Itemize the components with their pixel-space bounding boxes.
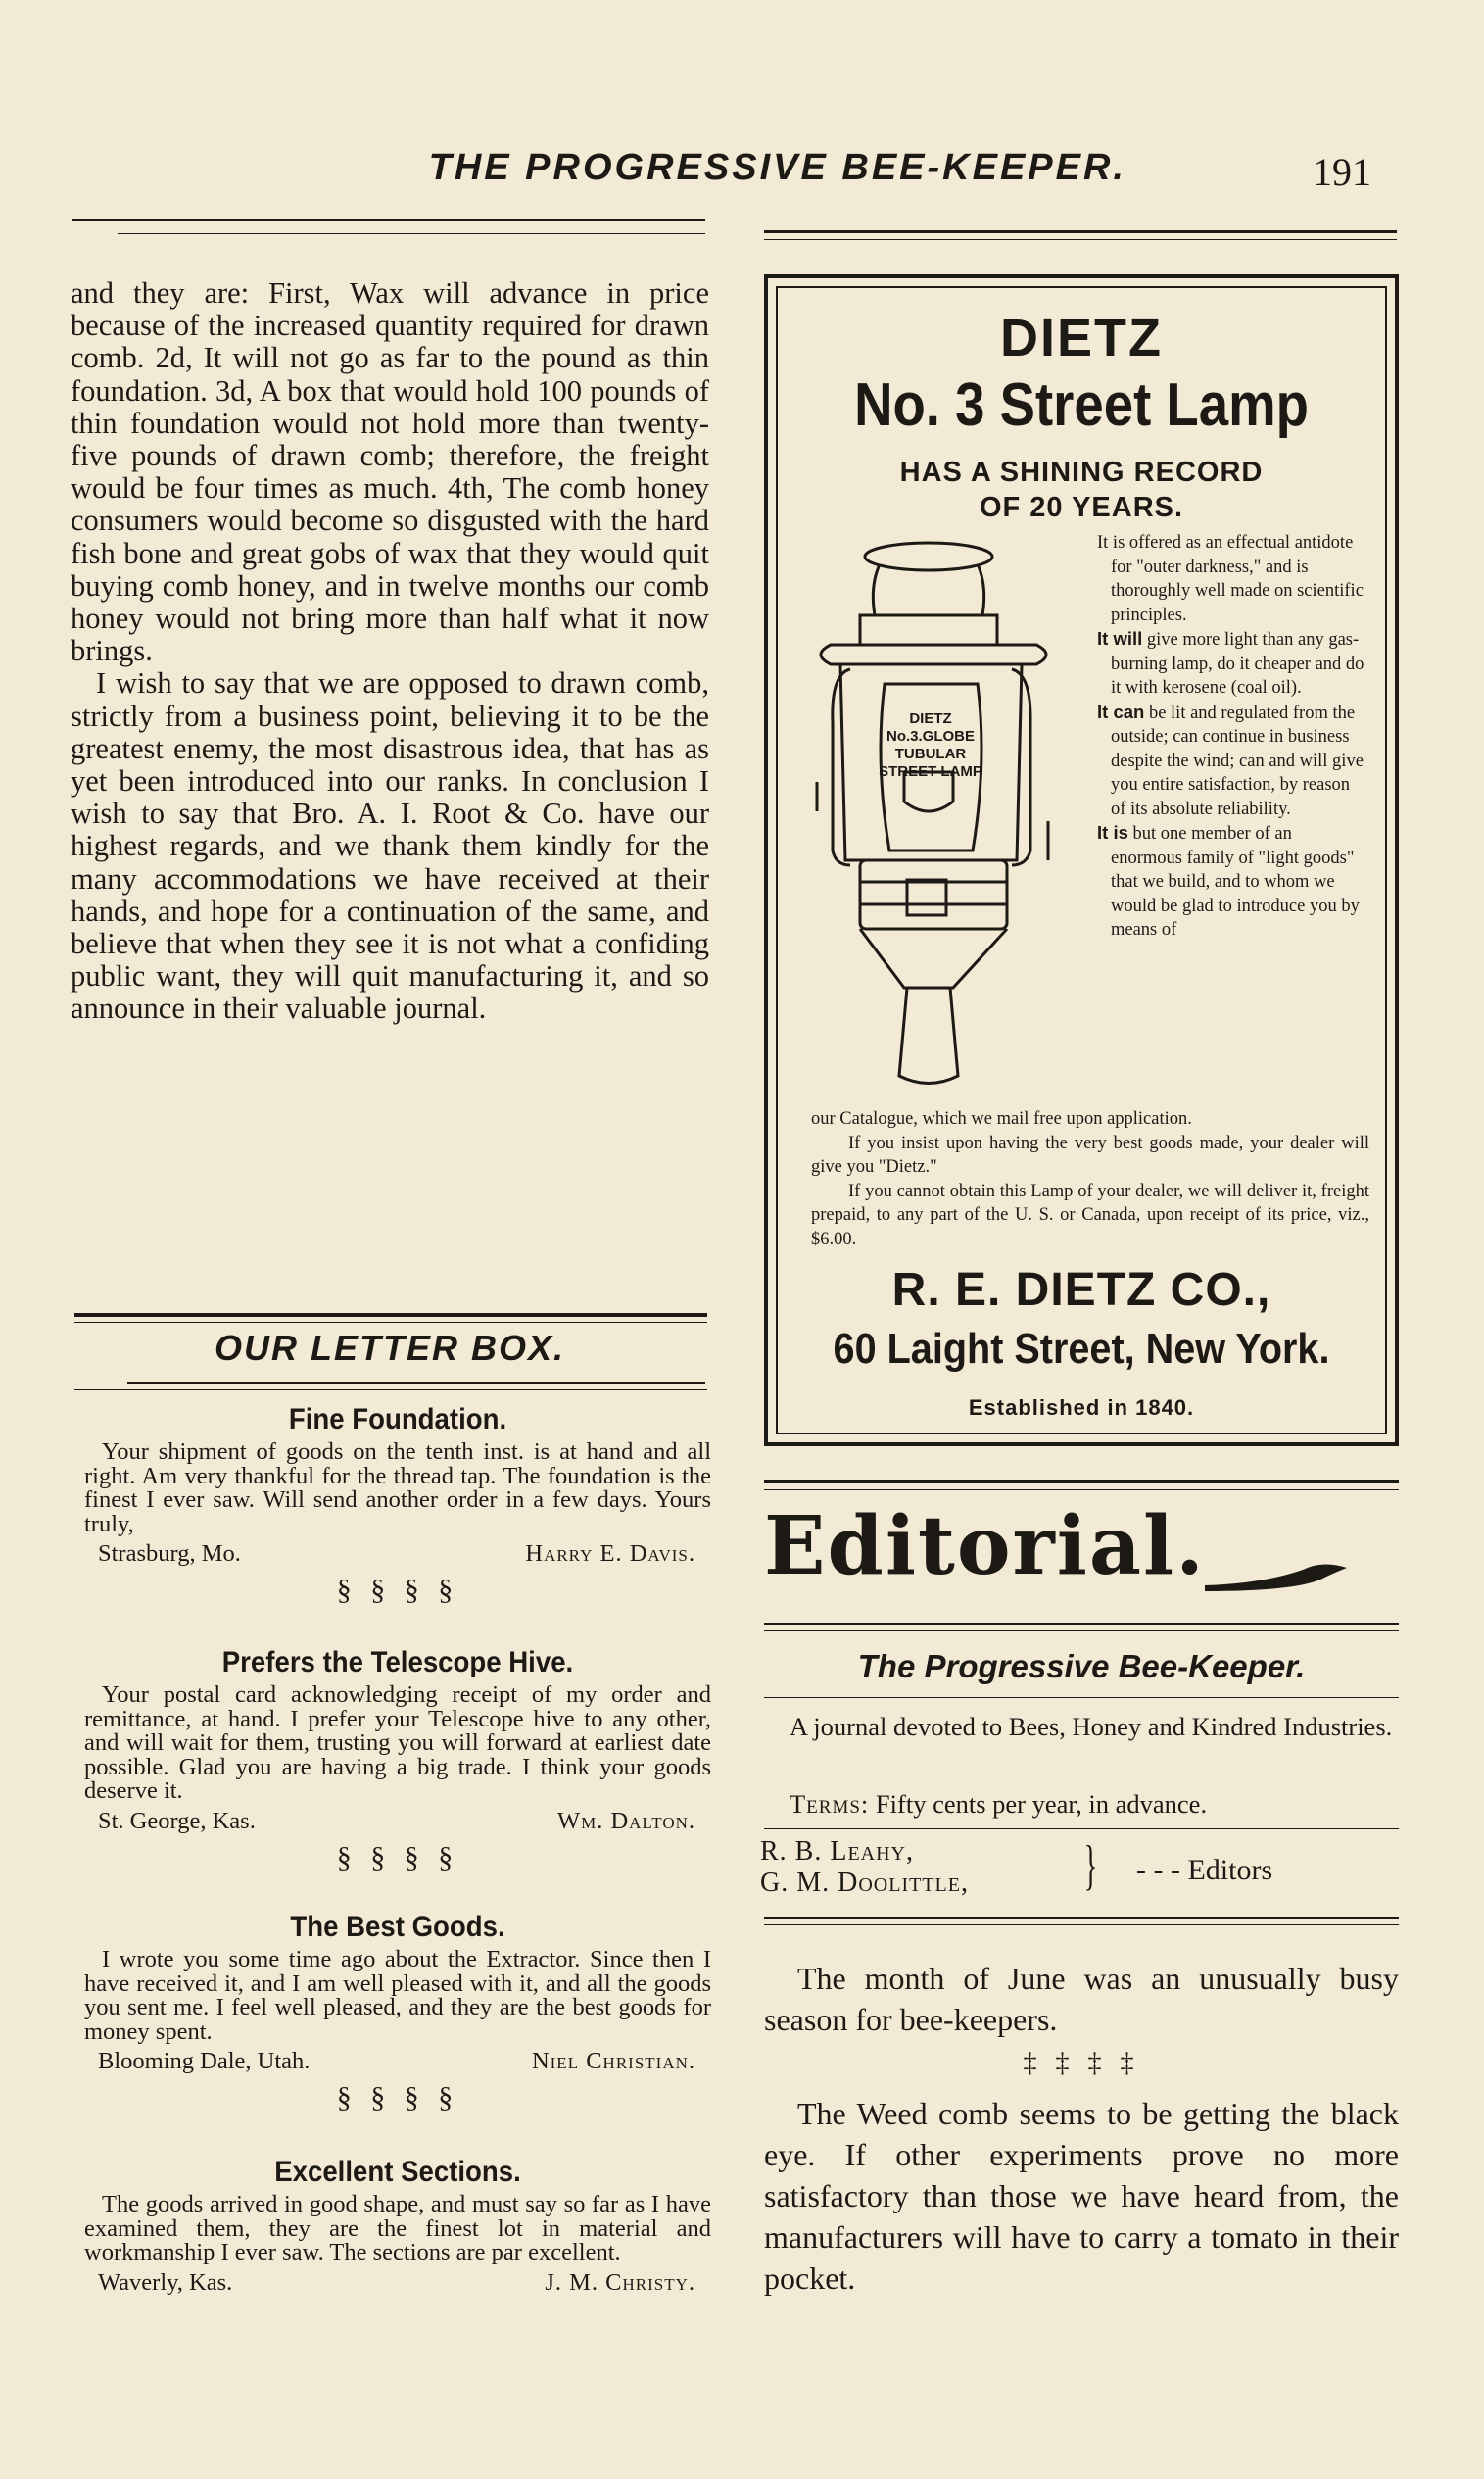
ad-copy-lead: It can	[1097, 701, 1145, 722]
letter-heading: Excellent Sections.	[274, 2156, 521, 2188]
letterbox-rule-top-thin	[74, 1322, 707, 1323]
lamp-label-model: No.3.GLOBE	[886, 728, 976, 745]
ad-tagline-line-1: HAS A SHINING RECORD	[899, 457, 1264, 488]
header-rule-left	[72, 219, 705, 221]
editorial-rule-top-thin	[764, 1489, 1399, 1490]
editors-list	[760, 1836, 969, 1899]
letterbox-rule-top	[74, 1313, 707, 1317]
letter-heading: Prefers the Telescope Hive.	[221, 1646, 574, 1678]
editorial-rule-top	[764, 1480, 1399, 1483]
ad-copy-text: be lit and regulated from the outside; can continue in business despite the wind; can and will give you entire satisfaction, by reason of its absolute reliability.	[1111, 703, 1364, 819]
ad-copy-full-width	[811, 1107, 1369, 1251]
editorial-rule-pub	[764, 1697, 1399, 1698]
ad-tagline-line-2: OF 20 YEARS.	[979, 492, 1184, 523]
letter-place: St. George, Kas.	[98, 1807, 256, 1834]
header-rule-left-thin	[118, 233, 705, 234]
editorial-paragraph: The month of June was an unusually busy season for bee-keepers.	[764, 1961, 1399, 2037]
street-lamp-illustration	[791, 527, 1085, 1095]
ad-copy-paragraph: our Catalogue, which we mail free upon application.	[811, 1109, 1192, 1129]
ad-company-address: 60 Laight Street, New York.	[833, 1325, 1330, 1373]
letter-excellent-sections	[84, 2156, 711, 2297]
letter-place: Strasburg, Mo.	[98, 1540, 241, 1567]
letter-signer: Niel Christian.	[531, 2048, 695, 2074]
lamp-label-type: TUBULAR	[894, 746, 967, 762]
header-rule-right	[764, 230, 1397, 233]
letter-signature	[84, 1808, 711, 1835]
letter-heading: The Best Goods.	[290, 1911, 505, 1943]
letter-signer: J. M. Christy.	[545, 2268, 695, 2296]
article-paragraph: I wish to say that we are opposed to drawn comb, strictly from a business point, believing it to be the greatest enemy, the most disastrous idea, that has as yet been introduced into our ranks. In conclusion I wish to say that Bro. A. I. Root & Co. have our highest regards, and we thank them kindly for the many accommodations we have received at their hands, and hope for a continuation of the same, and believe that when they see it is not what a confiding public want, they will quit manufacturing it, and so announce in their valuable journal.	[71, 666, 709, 1026]
ad-established: Established in 1840.	[968, 1395, 1195, 1420]
letterbox-rule-bottom	[127, 1382, 705, 1384]
editorial-rule-editors-thin	[764, 1924, 1399, 1925]
letter-signature	[84, 2269, 711, 2297]
ad-copy-paragraph	[1097, 627, 1367, 701]
running-header-title: THE PROGRESSIVE BEE-KEEPER.	[428, 147, 1126, 188]
page-number: 191	[1313, 150, 1371, 194]
letter-heading: Fine Foundation.	[288, 1403, 507, 1435]
editorial-ornament: ‡ ‡ ‡ ‡	[1023, 2048, 1140, 2078]
ad-tagline	[768, 455, 1395, 525]
letter-telescope-hive	[84, 1646, 711, 1874]
letter-best-goods	[84, 1911, 711, 2114]
letter-body: Your shipment of goods on the tenth inst. is at hand and all right. Am very thankful for the thread tap. The foundation is the finest I ever saw. Will send another order in a few days. Yours truly,	[84, 1438, 711, 1537]
ad-copy-paragraph	[1097, 701, 1367, 822]
pointing-hand-icon	[1205, 1548, 1352, 1597]
letter-place: Blooming Dale, Utah.	[98, 2048, 311, 2074]
ad-product: No. 3 Street Lamp	[854, 371, 1309, 439]
letter-signer: Wm. Dalton.	[556, 1807, 695, 1834]
ad-copy-column	[1097, 531, 1367, 943]
section-ornament: § § § §	[336, 1840, 459, 1873]
editorial-paragraph: The Weed comb seems to be getting the black eye. If other experiments prove no more satisfactory than those we have heard from, the manufacturers will have to carry a tomato in their pocket.	[764, 2096, 1399, 2296]
letter-signature	[84, 2048, 711, 2075]
letter-body: I wrote you some time ago about the Extractor. Since then I have received it, and I am well pleased with it, and all the goods you sent me. I feel well pleased, and they are the best goods for money spent.	[84, 1946, 711, 2045]
dietz-lamp-advertisement	[764, 274, 1399, 1446]
publication-description: A journal devoted to Bees, Honey and Kindred Industries.	[790, 1712, 1393, 1741]
lamp-label-brand: DIETZ	[909, 710, 952, 727]
ad-copy-paragraph: If you insist upon having the very best goods made, your dealer will give you "Dietz."	[811, 1133, 1369, 1177]
terms-label: Terms:	[790, 1789, 870, 1819]
editorial-rule-mid-thin	[764, 1630, 1399, 1631]
editorial-rule-mid	[764, 1623, 1399, 1625]
publication-name: The Progressive Bee-Keeper.	[857, 1648, 1306, 1684]
lamp-label-kind: STREET LAMP	[879, 763, 982, 780]
letter-box-title: OUR LETTER BOX.	[214, 1328, 565, 1368]
letter-signature	[84, 1540, 711, 1568]
editor-name: G. M. Doolittle,	[760, 1868, 969, 1898]
header-rule-right-thin	[764, 239, 1397, 240]
ad-copy-paragraph	[1097, 821, 1367, 943]
editor-name: R. B. Leahy,	[760, 1836, 915, 1867]
letter-place: Waverly, Kas.	[98, 2268, 233, 2296]
left-article	[71, 277, 709, 1026]
editorial-rule-editors	[764, 1917, 1399, 1919]
ad-copy-paragraph: If you cannot obtain this Lamp of your dealer, we will deliver it, freight prepaid, to any part of the U. S. or Canada, upon receipt of its price, viz., $6.00.	[811, 1181, 1369, 1249]
ad-company-name: R. E. DIETZ CO.,	[891, 1264, 1271, 1316]
section-ornament: § § § §	[336, 1574, 459, 1606]
letter-fine-foundation	[84, 1403, 711, 1607]
ad-copy-paragraph: It is offered as an effectual antidote for "outer darkness," and is thoroughly well made on scientific principles.	[1097, 533, 1364, 625]
editors-label: - - - Editors	[1136, 1854, 1273, 1886]
ad-copy-text: give more light than any gas-burning lamp, do it cheaper and do it with kerosene (coal oil).	[1111, 630, 1364, 698]
ad-brand: DIETZ	[1000, 309, 1163, 367]
letterbox-rule-bottom-thin	[74, 1389, 707, 1390]
letter-body: The goods arrived in good shape, and must say so far as I have examined them, they are the finest lot in material and workmanship I ever saw. The sections are par excellent.	[84, 2191, 711, 2265]
section-ornament: § § § §	[336, 2081, 459, 2114]
editors-brace: }	[1083, 1835, 1098, 1896]
ad-copy-text: but one member of an enormous family of "light goods" that we build, and to whom we would be glad to introduce you by means of	[1111, 824, 1360, 940]
editorial-rule-terms	[764, 1828, 1399, 1829]
terms-text: Fifty cents per year, in advance.	[875, 1789, 1208, 1819]
letter-signer: Harry E. Davis.	[525, 1540, 695, 1567]
ad-copy-lead: It is	[1097, 822, 1128, 843]
article-paragraph: and they are: First, Wax will advance in price because of the increased quantity required for drawn comb. 2d, It will not go as far to the pound as thin foundation. 3d, A box that would hold 100 pounds of thin foundation would not hold more than twenty-five pounds of drawn comb; therefore, the freight would be four times as much. 4th, The comb honey consumers would become so disgusted with the hard fish bone and great gobs of wax that they would quit buying comb honey, and in twelve months our comb honey would not bring more than half what it now brings.	[71, 276, 709, 668]
publication-terms	[790, 1789, 1207, 1820]
ad-copy-lead: It will	[1097, 628, 1143, 649]
letter-body: Your postal card acknowledging receipt of my order and remittance, at hand. I prefer your Telescope hive to any other, and will wait for them, trusting you will forward at earliest date possible. Glad you are having a big trade. I think your goods deserve it.	[84, 1681, 711, 1804]
editorial-heading: Editorial.	[764, 1499, 1206, 1593]
